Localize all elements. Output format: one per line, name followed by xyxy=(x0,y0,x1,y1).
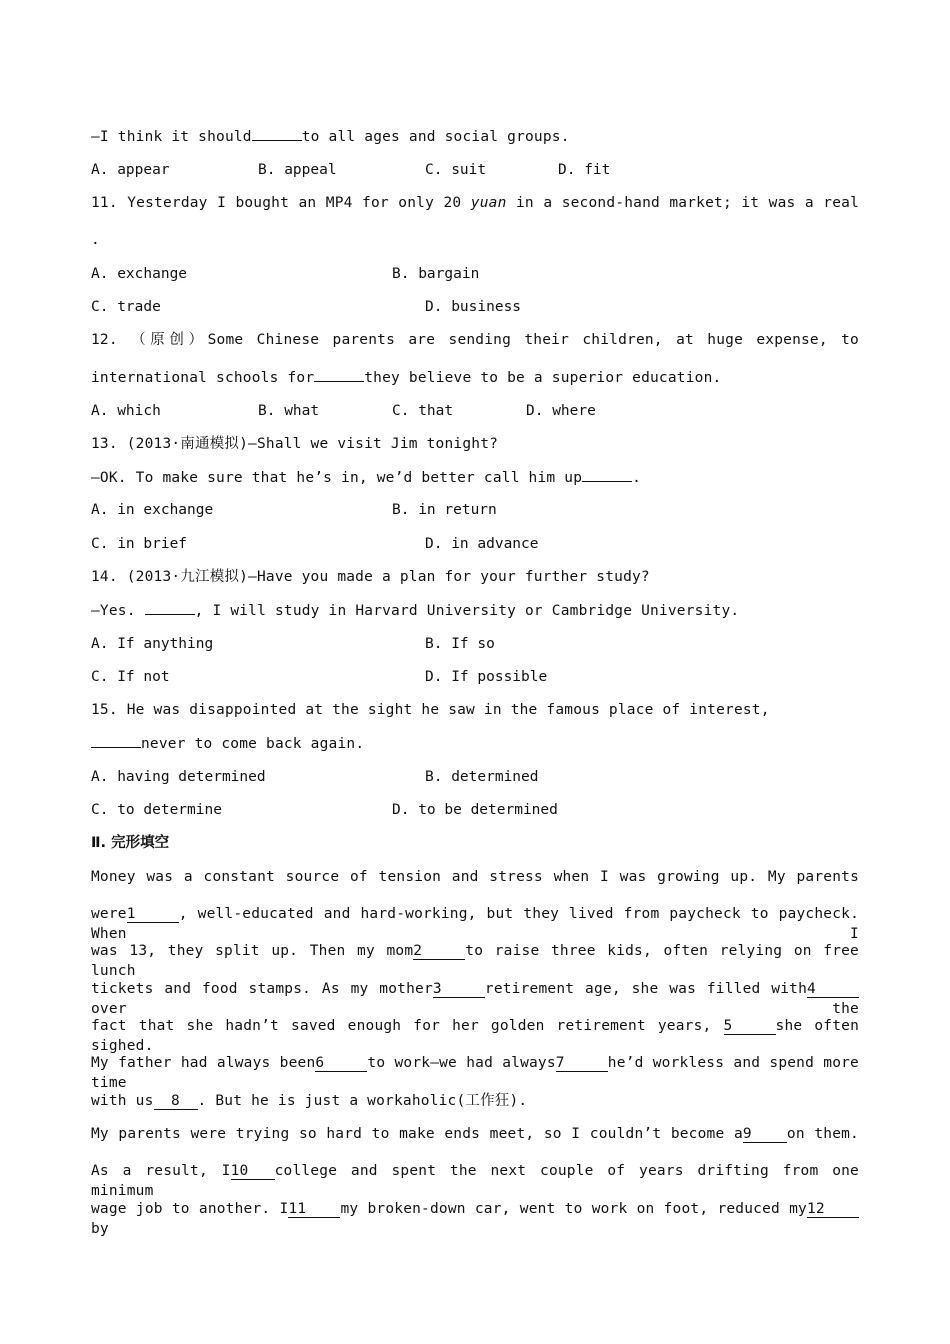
q14-line1: 14. (2013·九江模拟)—Have you made a plan for your further study? xyxy=(91,569,650,585)
passage-text: wage job to another. I xyxy=(91,1201,289,1217)
q15-option-a[interactable]: A. having determined xyxy=(91,769,266,785)
q15-option-d[interactable]: D. to be determined xyxy=(392,802,558,818)
q15-line1: 15. He was disappointed at the sight he saw in the famous place of interest, xyxy=(91,702,770,718)
passage-p2-line2 xyxy=(91,1161,859,1201)
q11-option-d[interactable]: D. business xyxy=(425,299,522,315)
passage-text: to work—we had always xyxy=(367,1055,556,1071)
q15-rest: never to come back again. xyxy=(141,736,365,752)
q14-text: —Yes. xyxy=(91,603,136,619)
q15-option-b[interactable]: B. determined xyxy=(425,769,539,785)
q12-option-d[interactable]: D. where xyxy=(526,403,596,419)
q11-option-b[interactable]: B. bargain xyxy=(392,266,480,282)
q11-option-c[interactable]: C. trade xyxy=(91,299,161,315)
answer-blank xyxy=(252,126,302,141)
q10-option-a[interactable]: A. appear xyxy=(91,162,170,178)
passage-p1-line1: Money was a constant source of tension and stress when I was growing up. My parents xyxy=(91,869,859,885)
q14-option-c[interactable]: C. If not xyxy=(91,669,170,685)
cloze-blank[interactable]: 9 xyxy=(743,1126,787,1143)
passage-p1-line4 xyxy=(91,979,859,1019)
q12-line2 xyxy=(91,367,859,388)
q11-line xyxy=(91,193,859,213)
q12-option-a[interactable]: A. which xyxy=(91,403,161,419)
q15-line2 xyxy=(91,733,859,754)
passage-text: over the xyxy=(91,1001,859,1017)
passage-p2-line3 xyxy=(91,1199,859,1239)
answer-blank xyxy=(145,600,195,615)
cloze-blank[interactable]: 11 xyxy=(288,1201,340,1218)
q13-option-c[interactable]: C. in brief xyxy=(91,536,188,552)
passage-text: by xyxy=(91,1221,109,1237)
cloze-blank[interactable]: 3 xyxy=(433,981,485,998)
q13-option-d[interactable]: D. in advance xyxy=(425,536,539,552)
q11-text: 11. Yesterday I bought an MP4 for only 20 xyxy=(91,195,462,211)
answer-blank xyxy=(582,467,632,482)
q13-text: —OK. To make sure that he’s in, we’d better call him up xyxy=(91,470,583,486)
passage-p1-line5 xyxy=(91,1016,859,1056)
q13-line1: 13. (2013·南通模拟)—Shall we visit Jim tonight? xyxy=(91,436,499,452)
passage-text: . But he is just a workaholic(工作狂). xyxy=(197,1093,528,1109)
q13-option-a[interactable]: A. in exchange xyxy=(91,502,214,518)
q12-option-c[interactable]: C. that xyxy=(392,403,454,419)
q14-option-d[interactable]: D. If possible xyxy=(425,669,548,685)
q10-option-c[interactable]: C. suit xyxy=(425,162,487,178)
q15-option-c[interactable]: C. to determine xyxy=(91,802,222,818)
passage-p1-line3 xyxy=(91,941,859,981)
q12-rest: they believe to be a superior education. xyxy=(364,370,722,386)
q12-line1: 12. （原创）Some Chinese parents are sending their children, at huge expense, to xyxy=(91,332,859,348)
q10-option-d[interactable]: D. fit xyxy=(558,162,611,178)
cloze-blank[interactable]: 10 xyxy=(231,1163,275,1180)
section-heading: Ⅱ. 完形填空 xyxy=(91,835,170,851)
cloze-blank[interactable]: 6 xyxy=(315,1055,367,1072)
q11-yuan: yuan xyxy=(470,195,507,211)
q13-line2 xyxy=(91,467,859,488)
answer-blank xyxy=(91,733,141,748)
passage-text: My parents were trying so hard to make ends meet, so I couldn’t become a xyxy=(91,1126,743,1142)
passage-text: with us xyxy=(91,1093,154,1109)
q12-text: international schools for xyxy=(91,370,315,386)
cloze-blank[interactable]: 1 xyxy=(127,906,179,923)
answer-blank xyxy=(314,367,364,382)
passage-text: he’d workless and spend more time xyxy=(91,1055,859,1091)
passage-text: My father had always been xyxy=(91,1055,316,1071)
passage-text: fact that she hadn’t saved enough for her golden retirement years, xyxy=(91,1018,712,1034)
q13-rest: . xyxy=(632,470,642,486)
passage-p1-line7 xyxy=(91,1091,859,1111)
passage-text: were xyxy=(91,906,127,922)
q12-option-b[interactable]: B. what xyxy=(258,403,320,419)
passage-p2-line1 xyxy=(91,1124,859,1144)
q11-option-a[interactable]: A. exchange xyxy=(91,266,188,282)
q14-option-b[interactable]: B. If so xyxy=(425,636,495,652)
passage-text: , well-educated and hard-working, but they lived from paycheck to paycheck. When I xyxy=(91,906,859,942)
passage-p1-line6 xyxy=(91,1053,859,1093)
passage-text: college and spent the next couple of years drifting from one minimum xyxy=(91,1163,859,1199)
cloze-blank[interactable]: 2 xyxy=(413,943,465,960)
q10-option-b[interactable]: B. appeal xyxy=(258,162,337,178)
cloze-blank[interactable]: 4 xyxy=(807,981,859,998)
passage-text: on them. xyxy=(786,1126,859,1142)
q13-option-b[interactable]: B. in return xyxy=(392,502,497,518)
q14-option-a[interactable]: A. If anything xyxy=(91,636,214,652)
q10-rest: to all ages and social groups. xyxy=(301,129,570,145)
passage-text: retirement age, she was filled with xyxy=(484,981,807,997)
q14-line2 xyxy=(91,600,859,621)
q10-line xyxy=(91,126,859,147)
cloze-blank[interactable]: 8 xyxy=(154,1093,198,1110)
passage-text: my broken-down car, went to work on foot, reduced my xyxy=(340,1201,807,1217)
cloze-blank[interactable]: 5 xyxy=(724,1018,776,1035)
q10-text: —I think it should xyxy=(91,129,252,145)
passage-text: tickets and food stamps. As my mother xyxy=(91,981,433,997)
passage-p1-line2 xyxy=(91,904,859,944)
passage-text: As a result, I xyxy=(91,1163,231,1179)
passage-text: she often sighed. xyxy=(91,1018,859,1054)
passage-text: was 13, they split up. Then my mom xyxy=(91,943,414,959)
q11-rest: in a second-hand market; it was a real xyxy=(516,195,860,211)
cloze-blank[interactable]: 7 xyxy=(556,1055,608,1072)
passage-text: to raise three kids, often relying on free lunch xyxy=(91,943,859,979)
q11-dot: . xyxy=(91,232,100,248)
q14-rest: , I will study in Harvard University or Cambridge University. xyxy=(194,603,740,619)
cloze-blank[interactable]: 12 xyxy=(807,1201,859,1218)
